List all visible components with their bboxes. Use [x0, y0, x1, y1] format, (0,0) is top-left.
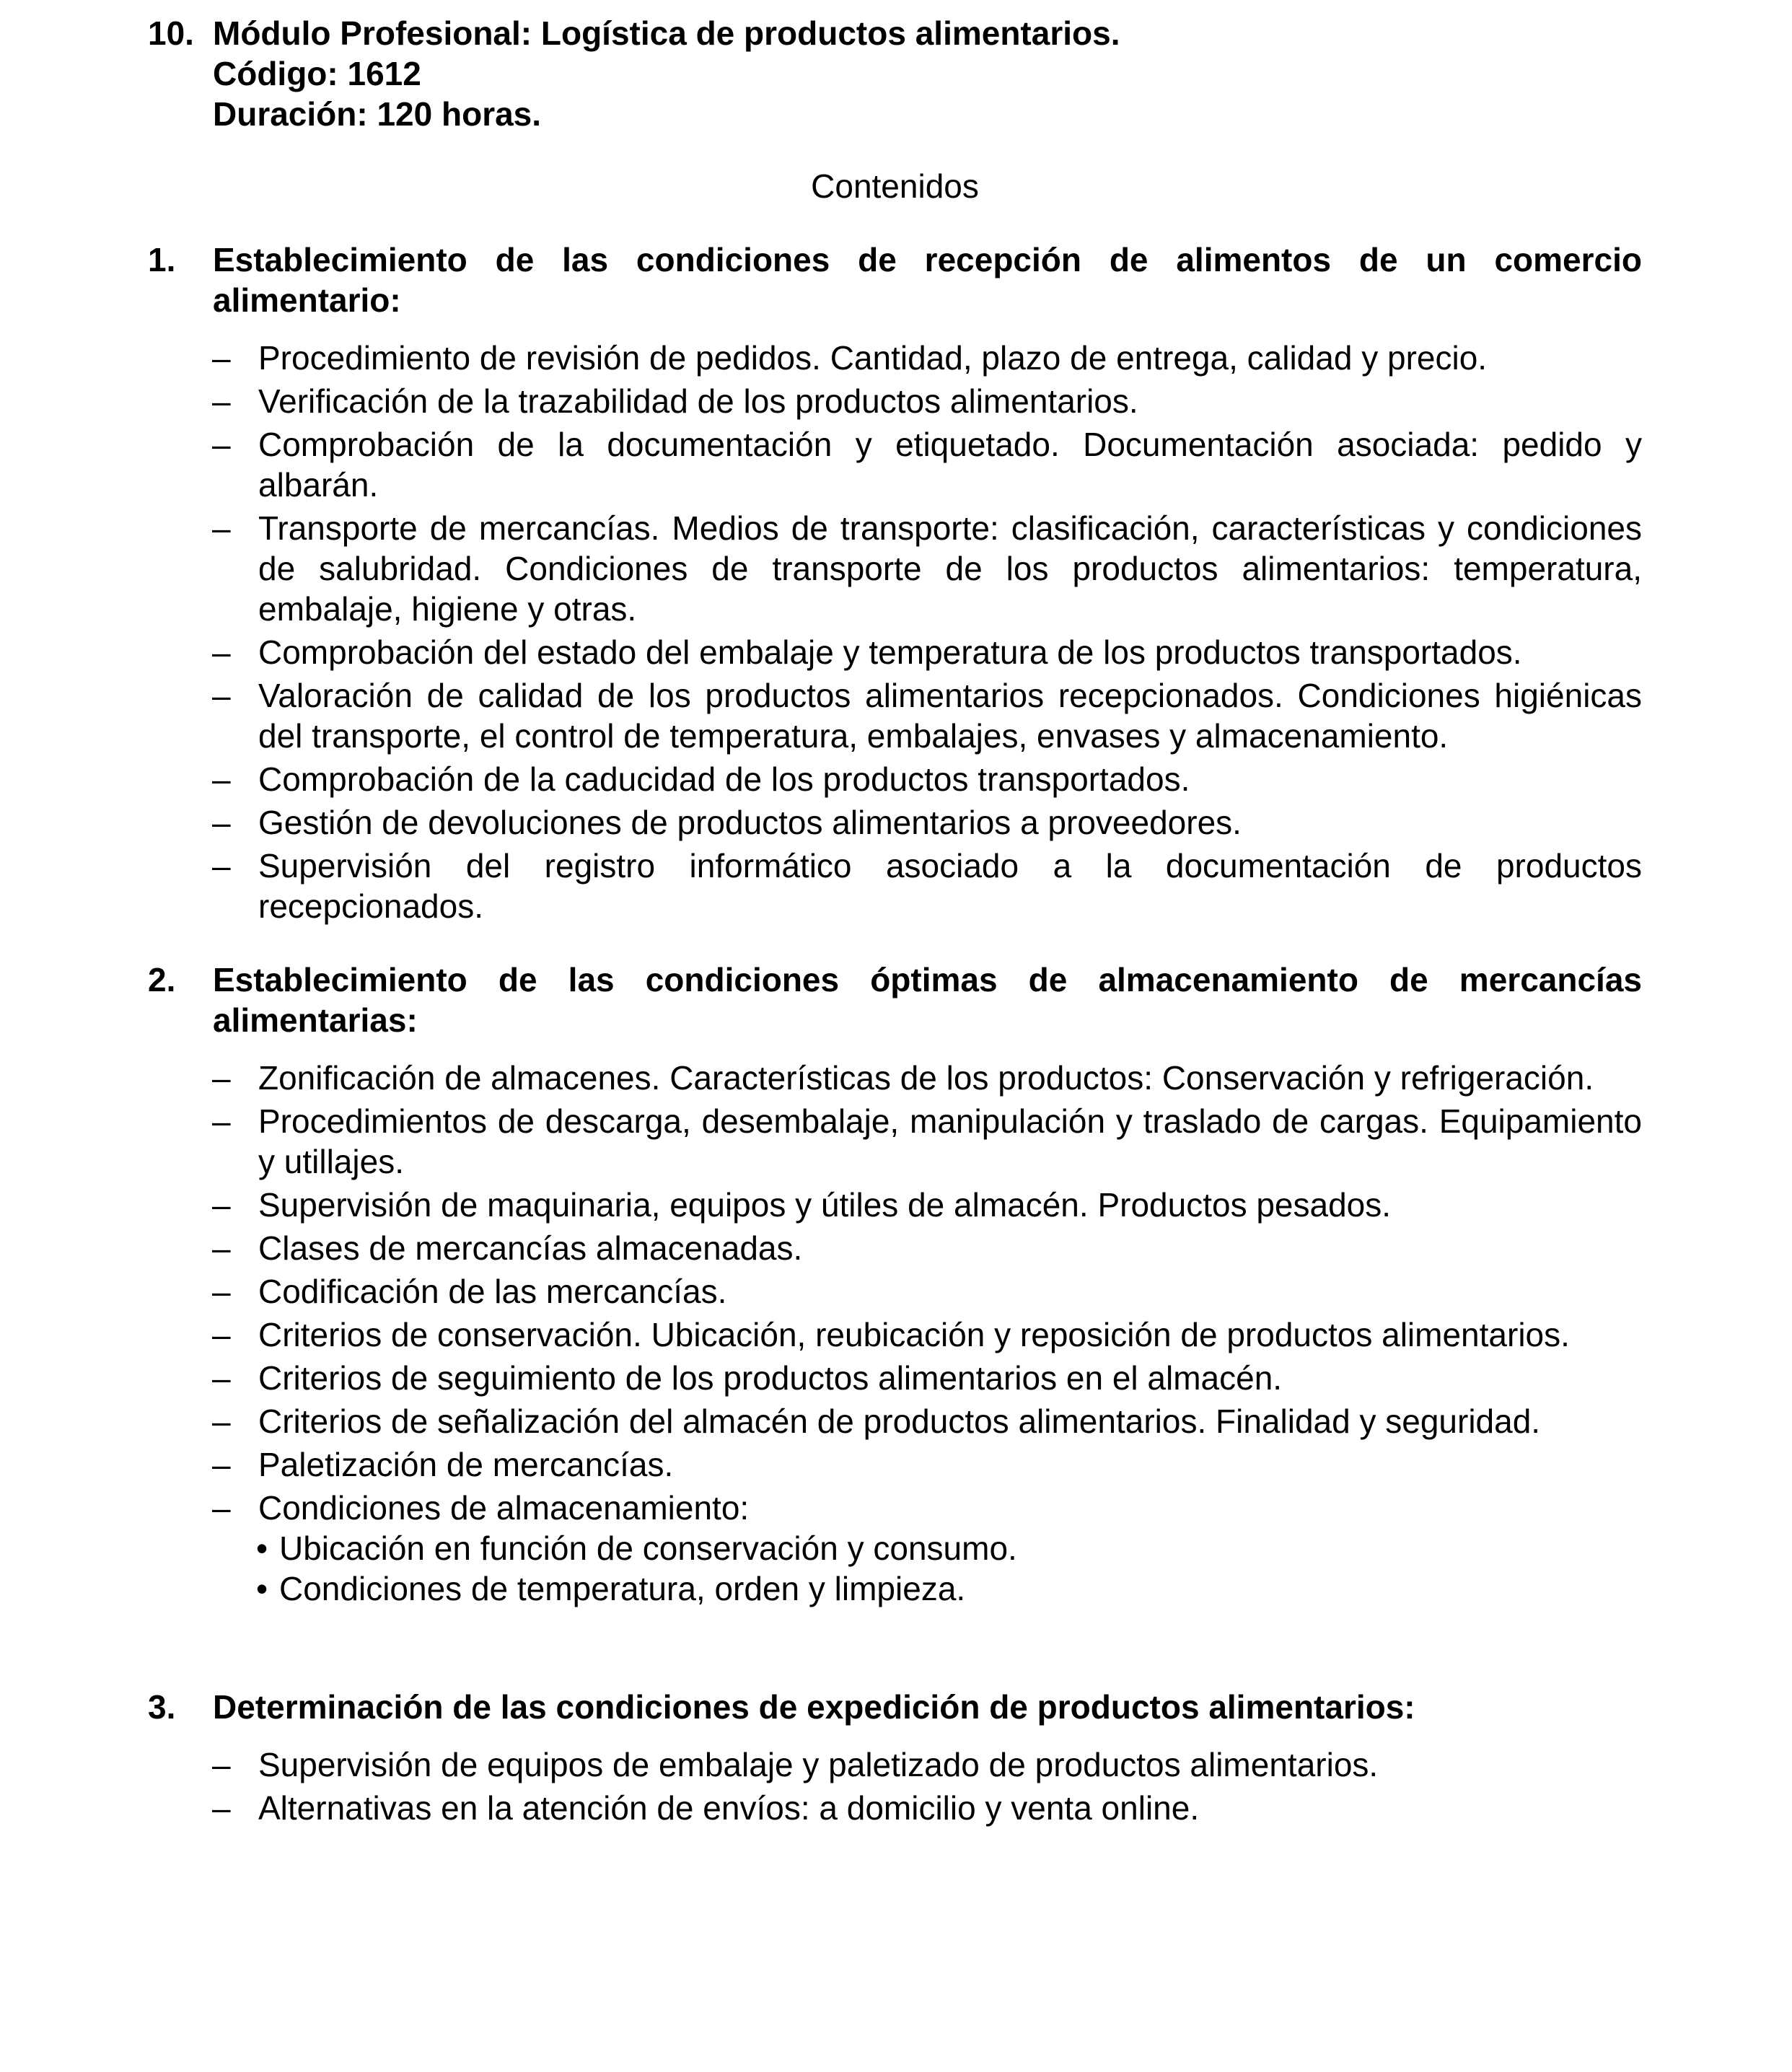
- list-item: [212, 759, 1642, 799]
- dash-bullet-icon: –: [212, 1186, 231, 1224]
- dash-bullet-icon: –: [212, 1102, 231, 1140]
- list-item: [212, 1788, 1642, 1828]
- module-duration-line: Duración: 120 horas.: [213, 95, 542, 133]
- module-header-number: 10.: [148, 14, 194, 52]
- list-item-text: Supervisión de equipos de embalaje y paletizado de productos alimentarios.: [258, 1746, 1379, 1783]
- list-item-text: Comprobación de la documentación y etiquetado. Documentación asociada: pedido y albarán.: [258, 426, 1642, 504]
- dot-bullet-icon: •: [256, 1529, 268, 1567]
- module-title-line: Módulo Profesional: Logística de productos alimentarios.: [213, 14, 1120, 52]
- list-item: [212, 675, 1642, 756]
- list-item-text: Criterios de señalización del almacén de productos alimentarios. Finalidad y seguridad.: [258, 1402, 1541, 1440]
- section-3-heading-row: [148, 1687, 1642, 1727]
- dash-bullet-icon: –: [212, 1489, 231, 1527]
- sub-list-item: [256, 1528, 1642, 1568]
- list-item: [212, 1314, 1642, 1355]
- list-item-text: Transporte de mercancías. Medios de transporte: clasificación, características y condiciones de salubridad. Condiciones de transporte de los productos alimentarios: temperatura, embalaje, higiene y otras.: [258, 509, 1642, 628]
- list-item-text: Criterios de conservación. Ubicación, reubicación y reposición de productos alimentarios.: [258, 1316, 1570, 1353]
- list-item-text: Clases de mercancías almacenadas.: [258, 1229, 803, 1267]
- dot-bullet-icon: •: [256, 1570, 268, 1607]
- dash-bullet-icon: –: [212, 426, 231, 463]
- list-item-text: Zonificación de almacenes. Características de los productos: Conservación y refrigeración.: [258, 1059, 1594, 1097]
- list-item-text: Supervisión del registro informático asociado a la documentación de productos recepcionados.: [258, 847, 1642, 925]
- list-item-text: Procedimiento de revisión de pedidos. Cantidad, plazo de entrega, calidad y precio.: [258, 339, 1488, 377]
- list-item: [212, 338, 1642, 378]
- sub-list-item: [256, 1568, 1642, 1609]
- list-item: [212, 1228, 1642, 1268]
- dash-bullet-icon: –: [212, 1273, 231, 1310]
- dash-bullet-icon: –: [212, 1059, 231, 1097]
- dash-bullet-icon: –: [212, 677, 231, 714]
- section-1-heading: Establecimiento de las condiciones de recepción de alimentos de un comercio alimentario:: [213, 241, 1642, 319]
- dash-bullet-icon: –: [212, 339, 231, 377]
- list-item-text: Criterios de seguimiento de los productos alimentarios en el almacén.: [258, 1359, 1283, 1397]
- dash-bullet-icon: –: [212, 847, 231, 884]
- section-2-number: 2.: [148, 961, 176, 998]
- list-item-text: Comprobación de la caducidad de los productos transportados.: [258, 760, 1190, 798]
- list-item: [212, 424, 1642, 505]
- section-1-heading-row: [148, 240, 1642, 320]
- section-3-list: [148, 1744, 1642, 1828]
- sub-list-item-text: Ubicación en función de conservación y consumo.: [279, 1529, 1017, 1567]
- list-item-text: Valoración de calidad de los productos alimentarios recepcionados. Condiciones higiénicas del transporte, el control de temperatura, embalajes, envases y almacenamiento.: [258, 677, 1642, 755]
- list-item-text: Comprobación del estado del embalaje y temperatura de los productos transportados.: [258, 633, 1522, 671]
- section-2-list: [148, 1058, 1642, 1609]
- list-item: [212, 846, 1642, 926]
- section-1-number: 1.: [148, 241, 176, 278]
- sub-list-item-text: Condiciones de temperatura, orden y limpieza.: [279, 1570, 966, 1607]
- list-item: [212, 1271, 1642, 1312]
- section-2: [148, 960, 1642, 1609]
- list-item: [212, 1358, 1642, 1398]
- module-header-lines: [213, 13, 1642, 134]
- list-item-text: Paletización de mercancías.: [258, 1446, 674, 1483]
- list-item-text: Supervisión de maquinaria, equipos y útiles de almacén. Productos pesados.: [258, 1186, 1392, 1224]
- list-item-text: Gestión de devoluciones de productos alimentarios a proveedores.: [258, 804, 1242, 841]
- dash-bullet-icon: –: [212, 509, 231, 547]
- list-item: [212, 1401, 1642, 1441]
- dash-bullet-icon: –: [212, 804, 231, 841]
- dash-bullet-icon: –: [212, 1746, 231, 1783]
- dash-bullet-icon: –: [212, 1446, 231, 1483]
- section-3: [148, 1687, 1642, 1828]
- section-2-heading: Establecimiento de las condiciones óptimas de almacenamiento de mercancías alimentarias:: [213, 961, 1642, 1039]
- sections-container: [148, 240, 1642, 1828]
- dash-bullet-icon: –: [212, 1789, 231, 1827]
- list-item: [212, 802, 1642, 843]
- list-item: [212, 1185, 1642, 1225]
- section-1: [148, 240, 1642, 926]
- dash-bullet-icon: –: [212, 633, 231, 671]
- dash-bullet-icon: –: [212, 1316, 231, 1353]
- contents-title: Contenidos: [811, 167, 979, 205]
- list-item: [212, 1488, 1642, 1528]
- section-3-number: 3.: [148, 1688, 176, 1726]
- list-item-text: Condiciones de almacenamiento:: [258, 1489, 750, 1527]
- list-item-text: Verificación de la trazabilidad de los productos alimentarios.: [258, 382, 1138, 420]
- list-item: [212, 1101, 1642, 1182]
- dash-bullet-icon: –: [212, 1402, 231, 1440]
- dash-bullet-icon: –: [212, 1359, 231, 1397]
- list-item-text: Codificación de las mercancías.: [258, 1273, 727, 1310]
- list-item-text: Alternativas en la atención de envíos: a domicilio y venta online.: [258, 1789, 1200, 1827]
- list-item: [212, 381, 1642, 421]
- list-item: [212, 1744, 1642, 1785]
- dash-bullet-icon: –: [212, 1229, 231, 1267]
- section-2-heading-row: [148, 960, 1642, 1040]
- section-3-heading: Determinación de las condiciones de expedición de productos alimentarios:: [213, 1688, 1415, 1726]
- list-item: [212, 632, 1642, 672]
- list-item-text: Procedimientos de descarga, desembalaje, manipulación y traslado de cargas. Equipamiento y utillajes.: [258, 1102, 1642, 1180]
- section-1-list: [148, 338, 1642, 926]
- dash-bullet-icon: –: [212, 382, 231, 420]
- module-code-line: Código: 1612: [213, 55, 421, 92]
- list-item: [212, 508, 1642, 629]
- dash-bullet-icon: –: [212, 760, 231, 798]
- list-item: [212, 1058, 1642, 1098]
- list-item: [212, 1444, 1642, 1485]
- module-header: [148, 13, 1642, 134]
